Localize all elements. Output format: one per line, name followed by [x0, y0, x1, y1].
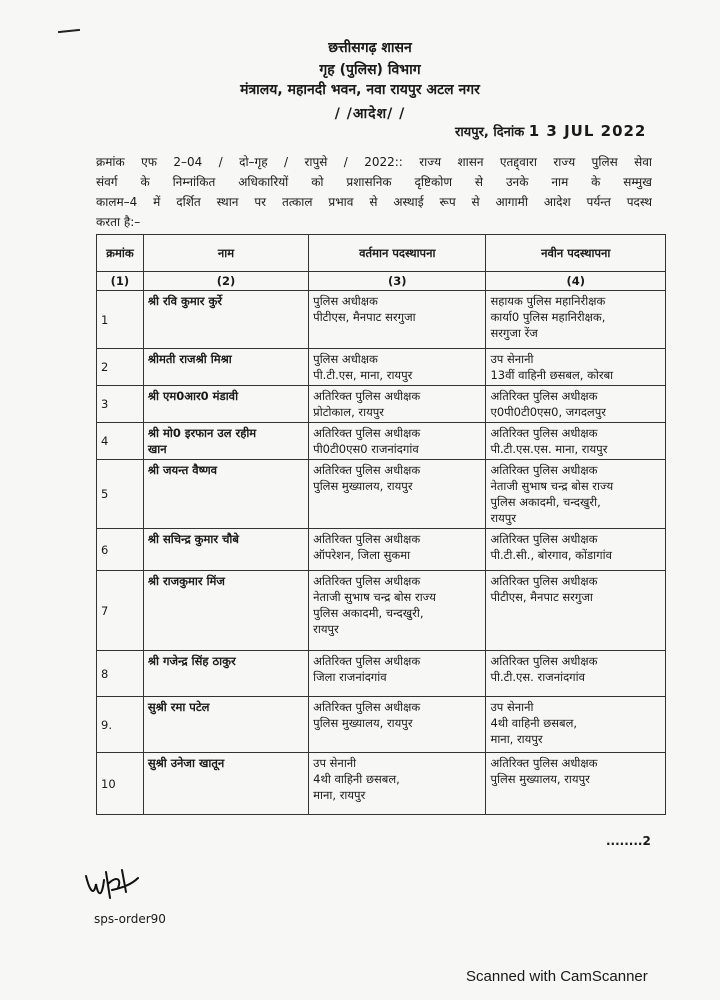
signature-mark: [82, 862, 142, 906]
date-stamp: 1 3 JUL 2022: [528, 122, 647, 140]
row-name: श्री गजेन्द्र सिंह ठाकुर: [143, 651, 308, 697]
page-continuation: ........2: [606, 834, 651, 848]
row-name: श्री एम0आर0 मंडावी: [143, 386, 308, 423]
row-name: श्री जयन्त वैष्णव: [143, 460, 308, 529]
header-new-posting: नवीन पदस्थापना: [486, 235, 666, 272]
row-current-posting: अतिरिक्त पुलिस अधीक्षक पुलिस मुख्यालय, रायपुर: [309, 697, 486, 753]
table-row: [97, 571, 666, 651]
intro-line: क्रमांक एफ 2–04 / दो–गृह / रापुसे / 2022:: राज्य शासन एतद्द्वारा राज्य पुलिस सेवा: [96, 155, 652, 169]
row-new-posting: अतिरिक्त पुलिस अधीक्षक ए0पी0टी0एस0, जगदलपुर: [486, 386, 666, 423]
row-current-posting: अतिरिक्त पुलिस अधीक्षक नेताजी सुभाष चन्द्र बोस राज्य पुलिस अकादमी, चन्दखुरी, रायपुर: [309, 571, 486, 651]
row-new-posting: अतिरिक्त पुलिस अधीक्षक नेताजी सुभाष चन्द्र बोस राज्य पुलिस अकादमी, चन्दखुरी, रायपुर: [486, 460, 666, 529]
row-current-posting: अतिरिक्त पुलिस अधीक्षक पी0टी0एस0 राजनांदगांव: [309, 423, 486, 460]
row-serial: 6: [97, 529, 144, 571]
table-row: [97, 529, 666, 571]
intro-line: करता है:–: [96, 215, 141, 229]
intro-line: संवर्ग के निम्नांकित अधिकारियों को प्रशासनिक दृष्टिकोण से उनके नाम के सम्मुख: [96, 175, 652, 189]
row-serial: 9.: [97, 697, 144, 753]
table-row: [97, 460, 666, 529]
row-new-posting: उप सेनानी 13वीं वाहिनी छसबल, कोरबा: [486, 349, 666, 386]
row-serial: 10: [97, 753, 144, 815]
row-serial: 1: [97, 291, 144, 349]
row-new-posting: अतिरिक्त पुलिस अधीक्षक पी.टी.एस. राजनांदगांव: [486, 651, 666, 697]
row-current-posting: पुलिस अधीक्षक पी.टी.एस, माना, रायपुर: [309, 349, 486, 386]
row-serial: 2: [97, 349, 144, 386]
row-current-posting: पुलिस अधीक्षक पीटीएस, मैनपाट सरगुजा: [309, 291, 486, 349]
row-name: सुश्री उनेजा खातून: [143, 753, 308, 815]
row-name: श्री राजकुमार मिंज: [143, 571, 308, 651]
table-column-numbers: [97, 272, 666, 291]
table-row: [97, 291, 666, 349]
posting-table: [96, 234, 666, 815]
table-row: [97, 651, 666, 697]
row-name: श्रीमती राजश्री मिश्रा: [143, 349, 308, 386]
date-place: रायपुर, दिनांक: [455, 125, 525, 140]
row-new-posting: अतिरिक्त पुलिस अधीक्षक पी.टी.एस.एस. माना, रायपुर: [486, 423, 666, 460]
table-header-row: [97, 235, 666, 272]
col-number: (2): [143, 272, 308, 291]
order-title: / /आदेश/ /: [334, 106, 406, 122]
row-new-posting: अतिरिक्त पुलिस अधीक्षक पुलिस मुख्यालय, रायपुर: [486, 753, 666, 815]
row-name: श्री रवि कुमार कुर्रे: [143, 291, 308, 349]
table-row: [97, 697, 666, 753]
row-serial: 5: [97, 460, 144, 529]
row-new-posting: अतिरिक्त पुलिस अधीक्षक पी.टी.सी., बोरगाव, कोंडागांव: [486, 529, 666, 571]
date-line: [455, 122, 646, 140]
header-current-posting: वर्तमान पदस्थापना: [309, 235, 486, 272]
row-new-posting: उप सेनानी 4थी वाहिनी छसबल, माना, रायपुर: [486, 697, 666, 753]
intro-line: कालम–4 में दर्शित स्थान पर तत्काल प्रभाव से अस्थाई रूप से आगामी आदेश पर्यन्त पदस्थ: [96, 195, 652, 209]
table-row: [97, 423, 666, 460]
row-serial: 7: [97, 571, 144, 651]
row-current-posting: उप सेनानी 4थी वाहिनी छसबल, माना, रायपुर: [309, 753, 486, 815]
row-current-posting: अतिरिक्त पुलिस अधीक्षक पुलिस मुख्यालय, रायपुर: [309, 460, 486, 529]
row-serial: 3: [97, 386, 144, 423]
header-address: मंत्रालय, महानदी भवन, नवा रायपुर अटल नगर: [240, 82, 480, 98]
row-serial: 8: [97, 651, 144, 697]
row-serial: 4: [97, 423, 144, 460]
header-dept: गृह (पुलिस) विभाग: [319, 62, 421, 78]
row-name: श्री मो0 इरफान उल रहीम खान: [143, 423, 308, 460]
col-number: (1): [97, 272, 144, 291]
row-new-posting: अतिरिक्त पुलिस अधीक्षक पीटीएस, मैनपाट सरगुजा: [486, 571, 666, 651]
header-govt: छत्तीसगढ़ शासन: [328, 40, 412, 56]
scanner-watermark: Scanned with CamScanner: [466, 968, 648, 985]
row-new-posting: सहायक पुलिस महानिरीक्षक कार्या0 पुलिस महानिरीक्षक, सरगुजा रेंज: [486, 291, 666, 349]
pen-mark: [58, 29, 80, 33]
table-row: [97, 386, 666, 423]
table-row: [97, 349, 666, 386]
row-current-posting: अतिरिक्त पुलिस अधीक्षक ऑपरेशन, जिला सुकमा: [309, 529, 486, 571]
header-sn: क्रमांक: [97, 235, 144, 272]
table-row: [97, 753, 666, 815]
header-name: नाम: [143, 235, 308, 272]
col-number: (4): [486, 272, 666, 291]
order-intro: [96, 152, 652, 232]
row-current-posting: अतिरिक्त पुलिस अधीक्षक जिला राजनांदगांव: [309, 651, 486, 697]
reference-code: sps-order90: [94, 912, 166, 926]
row-name: श्री सचिन्द्र कुमार चौबे: [143, 529, 308, 571]
row-current-posting: अतिरिक्त पुलिस अधीक्षक प्रोटोकाल, रायपुर: [309, 386, 486, 423]
row-name: सुश्री रमा पटेल: [143, 697, 308, 753]
col-number: (3): [309, 272, 486, 291]
